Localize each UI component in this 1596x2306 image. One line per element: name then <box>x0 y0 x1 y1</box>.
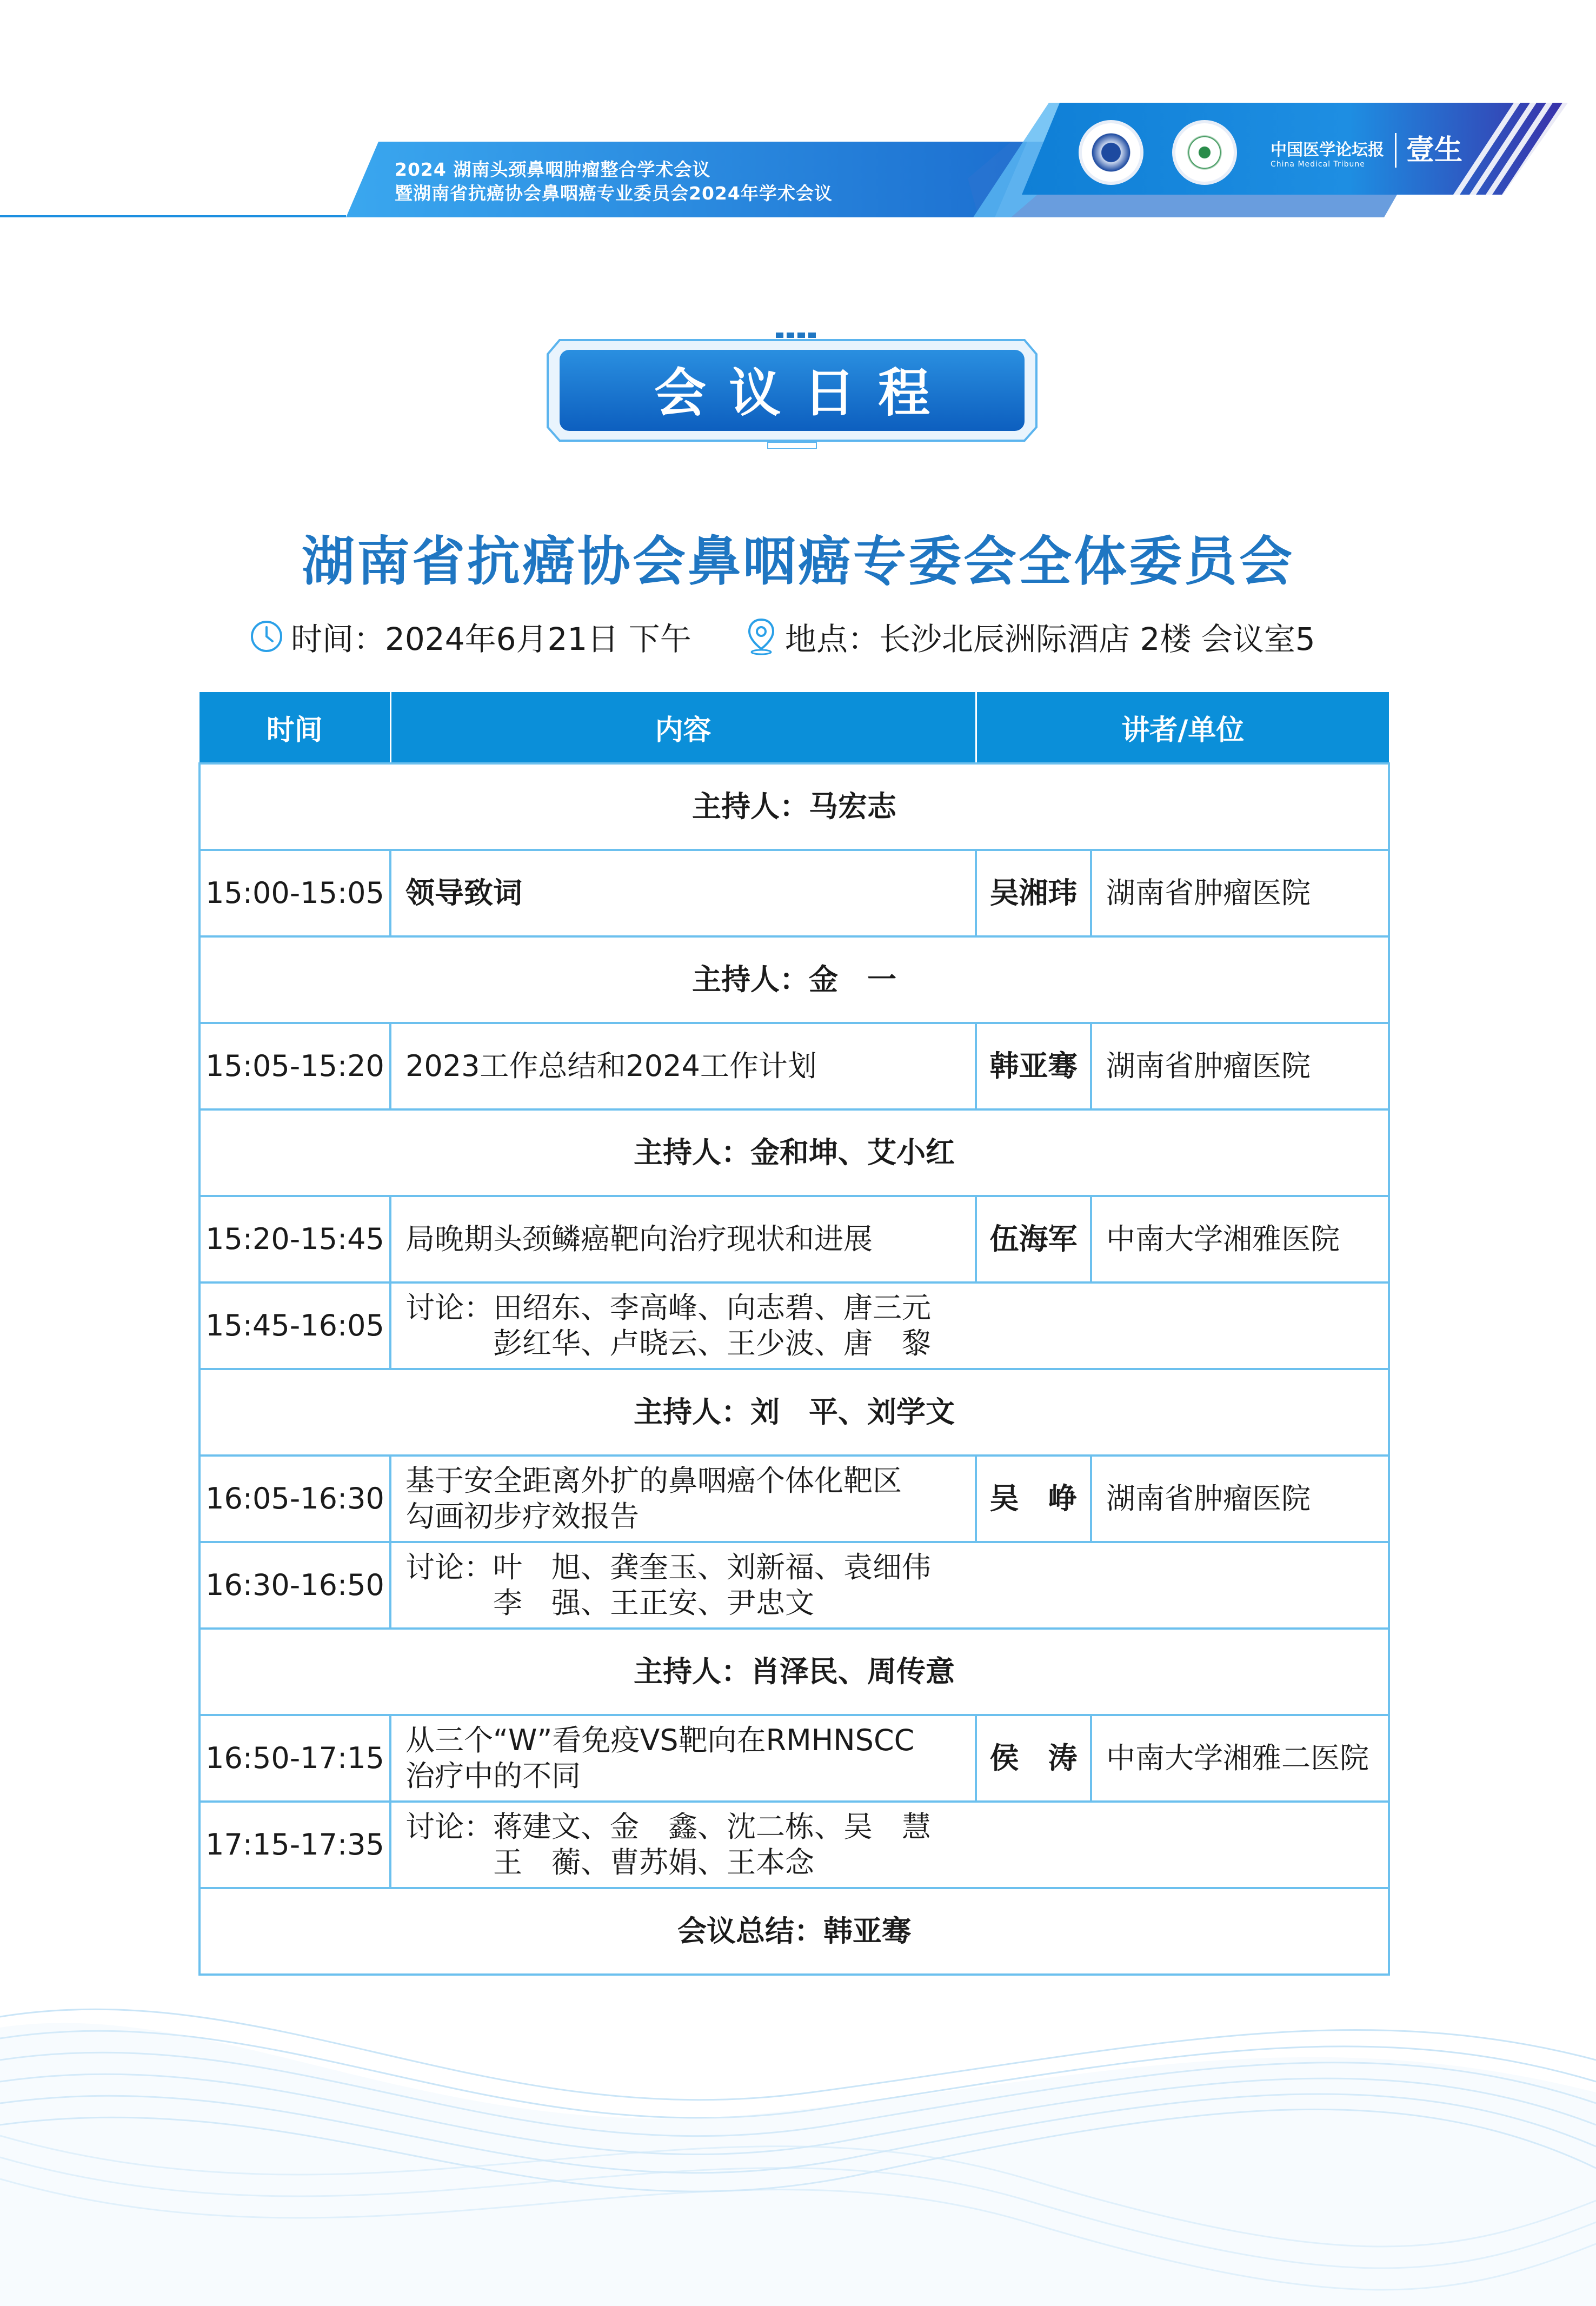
column-header-time: 时间 <box>200 692 390 763</box>
decorative-waves <box>0 1973 1596 2306</box>
content-line: 2023工作总结和2024工作计划 <box>405 1049 817 1083</box>
host-cell: 主持人：肖泽民、周传意 <box>200 1629 1389 1715</box>
discussion-row <box>200 1802 1389 1888</box>
host-row <box>200 1629 1389 1715</box>
speaker-cell: 伍海军 <box>976 1196 1091 1282</box>
content-cell <box>390 1456 976 1542</box>
society-logo <box>1172 120 1237 185</box>
meeting-time-text: 时间：2024年6月21日 下午 <box>291 621 691 657</box>
content-line: 领导致词 <box>405 876 522 910</box>
content-line: 治疗中的不同 <box>405 1759 581 1793</box>
content-cell <box>390 1715 976 1802</box>
unit-cell: 中南大学湘雅二医院 <box>1091 1715 1389 1802</box>
unit-cell: 湖南省肿瘤医院 <box>1091 850 1389 936</box>
speaker-cell: 吴 峥 <box>976 1456 1091 1542</box>
table-header-row <box>200 692 1389 763</box>
discussion-line: 讨论：蒋建文、金 鑫、沈二栋、吴 慧 <box>405 1810 931 1844</box>
cmt-logo <box>1271 136 1384 169</box>
summary-row <box>200 1888 1389 1975</box>
meeting-place <box>745 614 1315 659</box>
time-cell: 15:45-16:05 <box>200 1282 390 1369</box>
discussion-row <box>200 1542 1389 1629</box>
society-emblem-icon <box>1182 130 1227 175</box>
speaker-cell: 侯 涛 <box>976 1715 1091 1802</box>
yisheng-logo: 壹生 <box>1395 133 1462 168</box>
location-pin-icon <box>745 617 777 655</box>
content-line: 从三个“W”看免疫VS靶向在RMHNSCC <box>405 1723 915 1757</box>
unit-cell: 中南大学湘雅医院 <box>1091 1196 1389 1282</box>
table-row <box>200 1196 1389 1282</box>
host-cell: 主持人：马宏志 <box>200 763 1389 850</box>
unit-cell: 湖南省肿瘤医院 <box>1091 1023 1389 1109</box>
speaker-cell: 韩亚骞 <box>976 1023 1091 1109</box>
clock-icon <box>250 620 283 653</box>
time-cell: 17:15-17:35 <box>200 1802 390 1888</box>
time-cell: 15:05-15:20 <box>200 1023 390 1109</box>
host-cell: 主持人：金 一 <box>200 936 1389 1023</box>
table-row <box>200 1023 1389 1109</box>
host-row <box>200 936 1389 1023</box>
host-row <box>200 1369 1389 1456</box>
cmt-english: China Medical Tribune <box>1271 160 1365 169</box>
speaker-cell: 吴湘玮 <box>976 850 1091 936</box>
association-emblem-icon <box>1089 130 1133 175</box>
section-badge-title: 会议日程 <box>654 363 953 423</box>
discussion-row <box>200 1282 1389 1369</box>
table-row <box>200 1456 1389 1542</box>
banner-line-1: 2024 湖南头颈鼻咽肿瘤整合学术会议 <box>395 159 711 180</box>
content-line: 勾画初步疗效报告 <box>405 1499 639 1533</box>
content-cell <box>390 1023 976 1109</box>
unit-cell: 湖南省肿瘤医院 <box>1091 1456 1389 1542</box>
page-title: 湖南省抗癌协会鼻咽癌专委会全体委员会 <box>301 531 1294 593</box>
content-line: 基于安全距离外扩的鼻咽癌个体化靶区 <box>405 1464 902 1498</box>
host-row <box>200 763 1389 850</box>
summary-cell: 会议总结：韩亚骞 <box>200 1888 1389 1975</box>
table-row <box>200 1715 1389 1802</box>
meeting-time <box>250 614 691 659</box>
column-header-speaker: 讲者/单位 <box>976 692 1389 763</box>
discussion-line: 讨论：叶 旭、龚奎玉、刘新福、袁细伟 <box>405 1550 931 1584</box>
section-badge <box>543 333 1041 449</box>
discussion-line: 李 强、王正安、尹忠文 <box>405 1586 814 1620</box>
banner-line-2: 暨湖南省抗癌协会鼻咽癌专业委员会2024年学术会议 <box>395 183 833 204</box>
discussion-cell <box>390 1802 1389 1888</box>
discussion-line: 彭红华、卢晓云、王少波、唐 黎 <box>405 1326 931 1360</box>
time-cell: 16:30-16:50 <box>200 1542 390 1629</box>
table-row <box>200 850 1389 936</box>
content-cell <box>390 850 976 936</box>
time-cell: 15:00-15:05 <box>200 850 390 936</box>
banner-title <box>395 158 833 205</box>
association-logo <box>1079 120 1143 185</box>
discussion-line: 讨论：田绍东、李高峰、向志碧、唐三元 <box>405 1291 931 1325</box>
schedule-table <box>198 692 1390 1976</box>
content-line: 局晚期头颈鳞癌靶向治疗现状和进展 <box>405 1222 873 1256</box>
content-cell <box>390 1196 976 1282</box>
discussion-cell <box>390 1282 1389 1369</box>
time-cell: 15:20-15:45 <box>200 1196 390 1282</box>
host-row <box>200 1109 1389 1196</box>
meeting-place-text: 地点：长沙北辰洲际酒店 2楼 会议室5 <box>785 621 1315 657</box>
discussion-cell <box>390 1542 1389 1629</box>
cmt-name: 中国医学论坛报 <box>1271 141 1384 160</box>
column-header-content: 内容 <box>390 692 976 763</box>
time-cell: 16:50-17:15 <box>200 1715 390 1802</box>
host-cell: 主持人：刘 平、刘学文 <box>200 1369 1389 1456</box>
time-cell: 16:05-16:30 <box>200 1456 390 1542</box>
discussion-line: 王 蘅、曹苏娟、王本念 <box>405 1845 814 1879</box>
host-cell: 主持人：金和坤、艾小红 <box>200 1109 1389 1196</box>
